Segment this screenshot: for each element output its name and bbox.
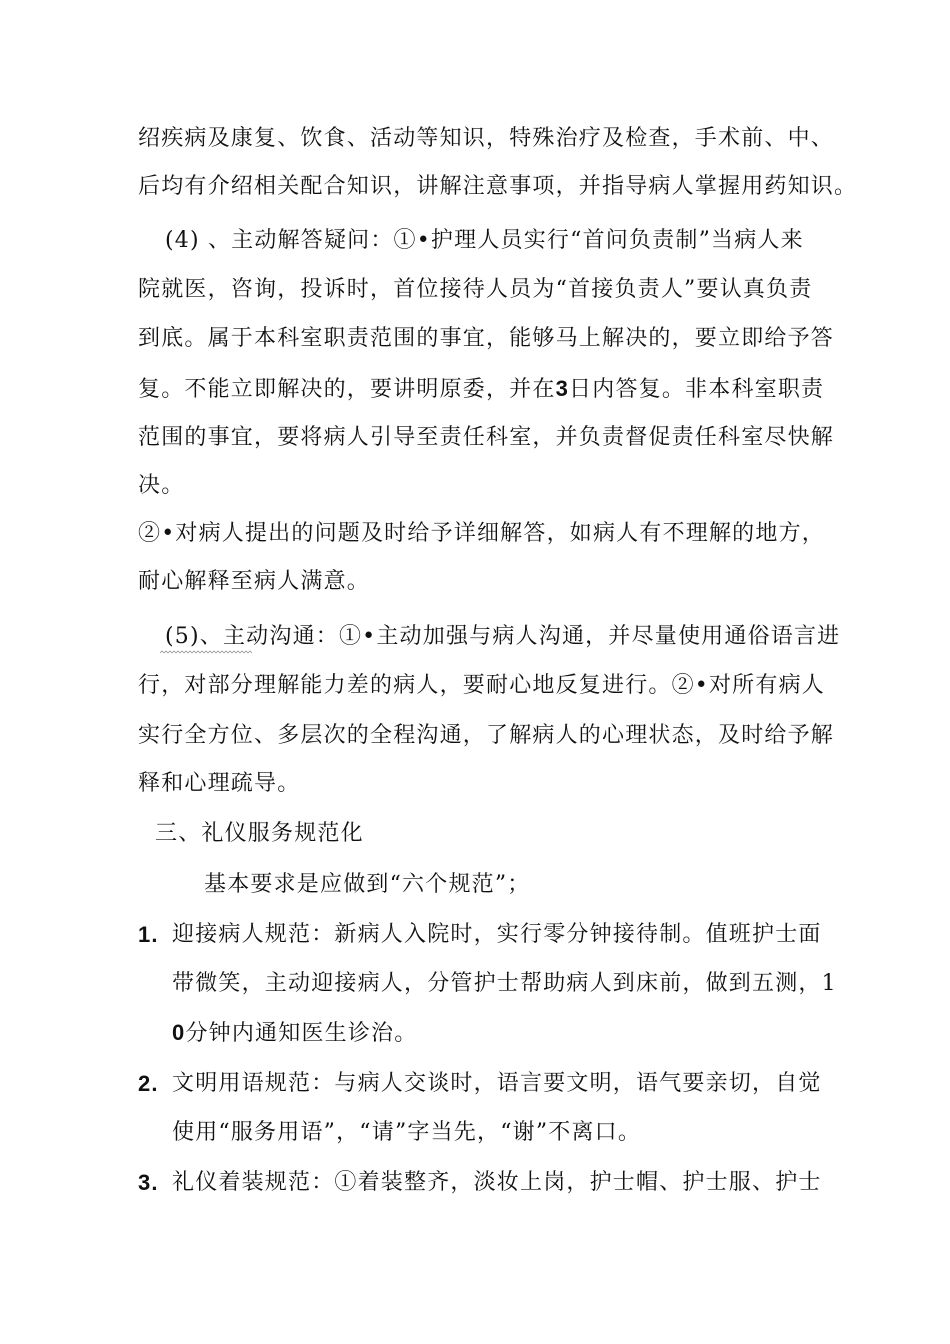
list-item-number: 2. [138,1071,159,1096]
paragraph-line: 耐心解释至病人满意。 [138,569,371,594]
list-item-number: 1. [138,922,159,947]
paragraph-line: 院就医，咨询，投诉时，首位接待人员为“首接负责人”要认真负责 [138,277,813,302]
list-item-line: 文明用语规范：与病人交谈时，语言要文明，语气要亲切，自觉 [172,1071,822,1096]
paragraph-line: 后均有介绍相关配合知识，讲解注意事项，并指导病人掌握用药知识。 [138,174,858,199]
number-run: 0 [172,1020,186,1045]
list-item-line: 礼仪着装规范：①着装整齐，淡妆上岗，护士帽、护士服、护士 [172,1170,822,1195]
text-run: 日内答复。非本科室职责 [569,377,825,402]
text-run: 分钟内通知医生诊治。 [185,1021,418,1046]
paragraph-line: 绍疾病及康复、饮食、活动等知识，特殊治疗及检查，手术前、中、 [138,126,835,151]
list-item-line [172,1018,417,1049]
paragraph-line: 到底。属于本科室职责范围的事宜，能够马上解决的，要立即给予答 [138,326,835,351]
list-item-line: 使用“服务用语”，“请”字当先，“谢”不离口。 [172,1120,642,1145]
proofing-underline [160,650,252,654]
paragraph-line: 行，对部分理解能力差的病人，要耐心地反复进行。②•对所有病人 [138,673,825,698]
text-run: 复。不能立即解决的，要讲明原委，并在 [138,377,556,402]
paragraph-line [138,374,824,405]
paragraph-line: 释和心理疏导。 [138,771,301,796]
paragraph-line: (5)、主动沟通：①•主动加强与病人沟通，并尽量使用通俗语言进 [165,624,841,649]
section-heading: 三、礼仪服务规范化 [155,821,364,846]
number-run: 3 [555,376,570,401]
paragraph-line: 范围的事宜，要将病人引导至责任科室，并负责督促责任科室尽快解 [138,425,835,450]
paragraph-line: 决。 [138,473,185,498]
paragraph-line: ②•对病人提出的问题及时给予详细解答，如病人有不理解的地方， [138,521,825,546]
list-item-line: 带微笑，主动迎接病人，分管护士帮助病人到床前，做到五测，1 [172,971,837,996]
paragraph-line: 实行全方位、多层次的全程沟通，了解病人的心理状态，及时给予解 [138,723,835,748]
list-item-number: 3. [138,1170,159,1195]
section-intro: 基本要求是应做到“六个规范”； [204,872,531,897]
list-item-line: 迎接病人规范：新病人入院时，实行零分钟接待制。值班护士面 [172,922,822,947]
paragraph-line: (4) 、主动解答疑问：①•护理人员实行“首问负责制”当病人来 [165,228,804,253]
